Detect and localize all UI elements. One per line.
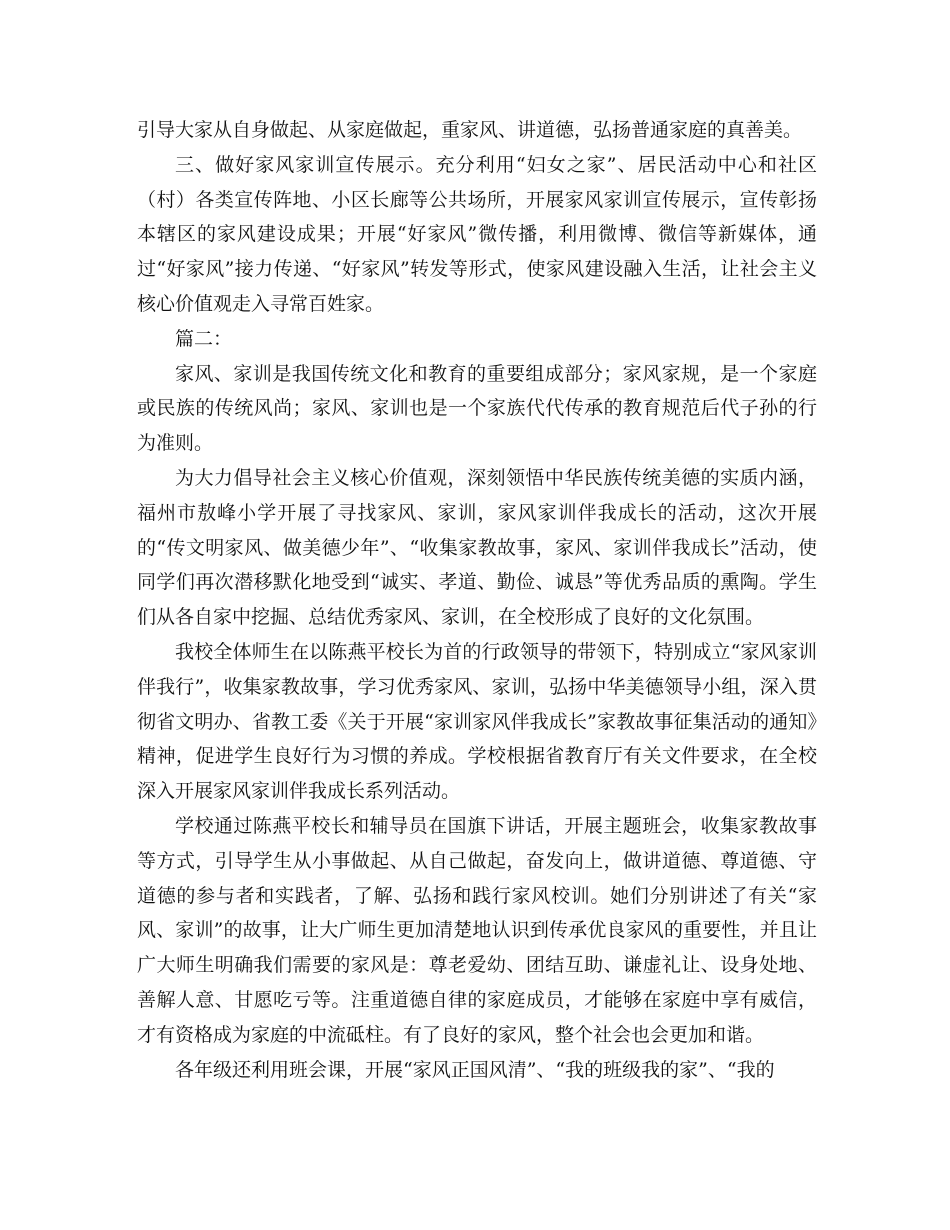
paragraph-class-meetings: 各年级还利用班会课，开展“家风正国风清”、“我的班级我的家”、“我的 <box>175 1058 775 1081</box>
document-body <box>137 113 817 1087</box>
section-heading: 篇二： <box>175 327 233 350</box>
paragraph-publicity: 三、做好家风家训宣传展示。充分利用“妇女之家”、居民活动中心和社区（村）各类宣传阵地、小区长廊等公共场所，开展家风家训宣传展示，宣传彰扬本辖区的家风建设成果；开展“好家风”微传播，利用微博、微信等新媒体，通过“好家风”接力传递、“好家风”转发等形式，使家风建设融入生活，让社会主义核心价值观走入寻常百姓家。 <box>137 153 817 315</box>
paragraph-intro: 家风、家训是我国传统文化和教育的重要组成部分；家风家规，是一个家庭或民族的传统风尚；家风、家训也是一个家族代代传承的教育规范后代子孙的行为准则。 <box>137 362 817 455</box>
paragraph-activity: 为大力倡导社会主义核心价值观，深刻领悟中华民族传统美德的实质内涵，福州市敖峰小学开展了寻找家风、家训，家风家训伴我成长的活动，这次开展的“传文明家风、做美德少年”、“收集家教故事，家风、家训伴我成长”活动，使同学们再次潜移默化地受到“诚实、孝道、勤俭、诚恳”等优秀品质的熏陶。学生们从各自家中挖掘、总结优秀家风、家训，在全校形成了良好的文化氛围。 <box>137 466 817 629</box>
paragraph-continuation: 引导大家从自身做起、从家庭做起，重家风、讲道德，弘扬普通家庭的真善美。 <box>137 119 803 141</box>
paragraph-leadership: 我校全体师生在以陈燕平校长为首的行政领导的带领下，特别成立“家风家训伴我行”，收集家教故事，学习优秀家风、家训，弘扬中华美德领导小组，深入贯彻省文明办、省教工委《关于开展“家训家风伴我成长”家教故事征集活动的通知》精神，促进学生良好行为习惯的养成。学校根据省教育厅有关文件要求，在全校深入开展家风家训伴我成长系列活动。 <box>137 640 817 803</box>
paragraph-methods: 学校通过陈燕平校长和辅导员在国旗下讲话，开展主题班会，收集家教故事等方式，引导学生从小事做起、从自己做起，奋发向上，做讲道德、尊道德、守道德的参与者和实践者，了解、弘扬和践行家风校训。她们分别讲述了有关“家风、家训”的故事，让大广师生更加清楚地认识到传承优良家风的重要性，并且让广大师生明确我们需要的家风是：尊老爱幼、团结互助、谦虚礼让、设身处地、善解人意、甘愿吃亏等。注重道德自律的家庭成员，才能够在家庭中享有威信，才有资格成为家庭的中流砥柱。有了良好的家风，整个社会也会更加和谐。 <box>137 814 817 1046</box>
